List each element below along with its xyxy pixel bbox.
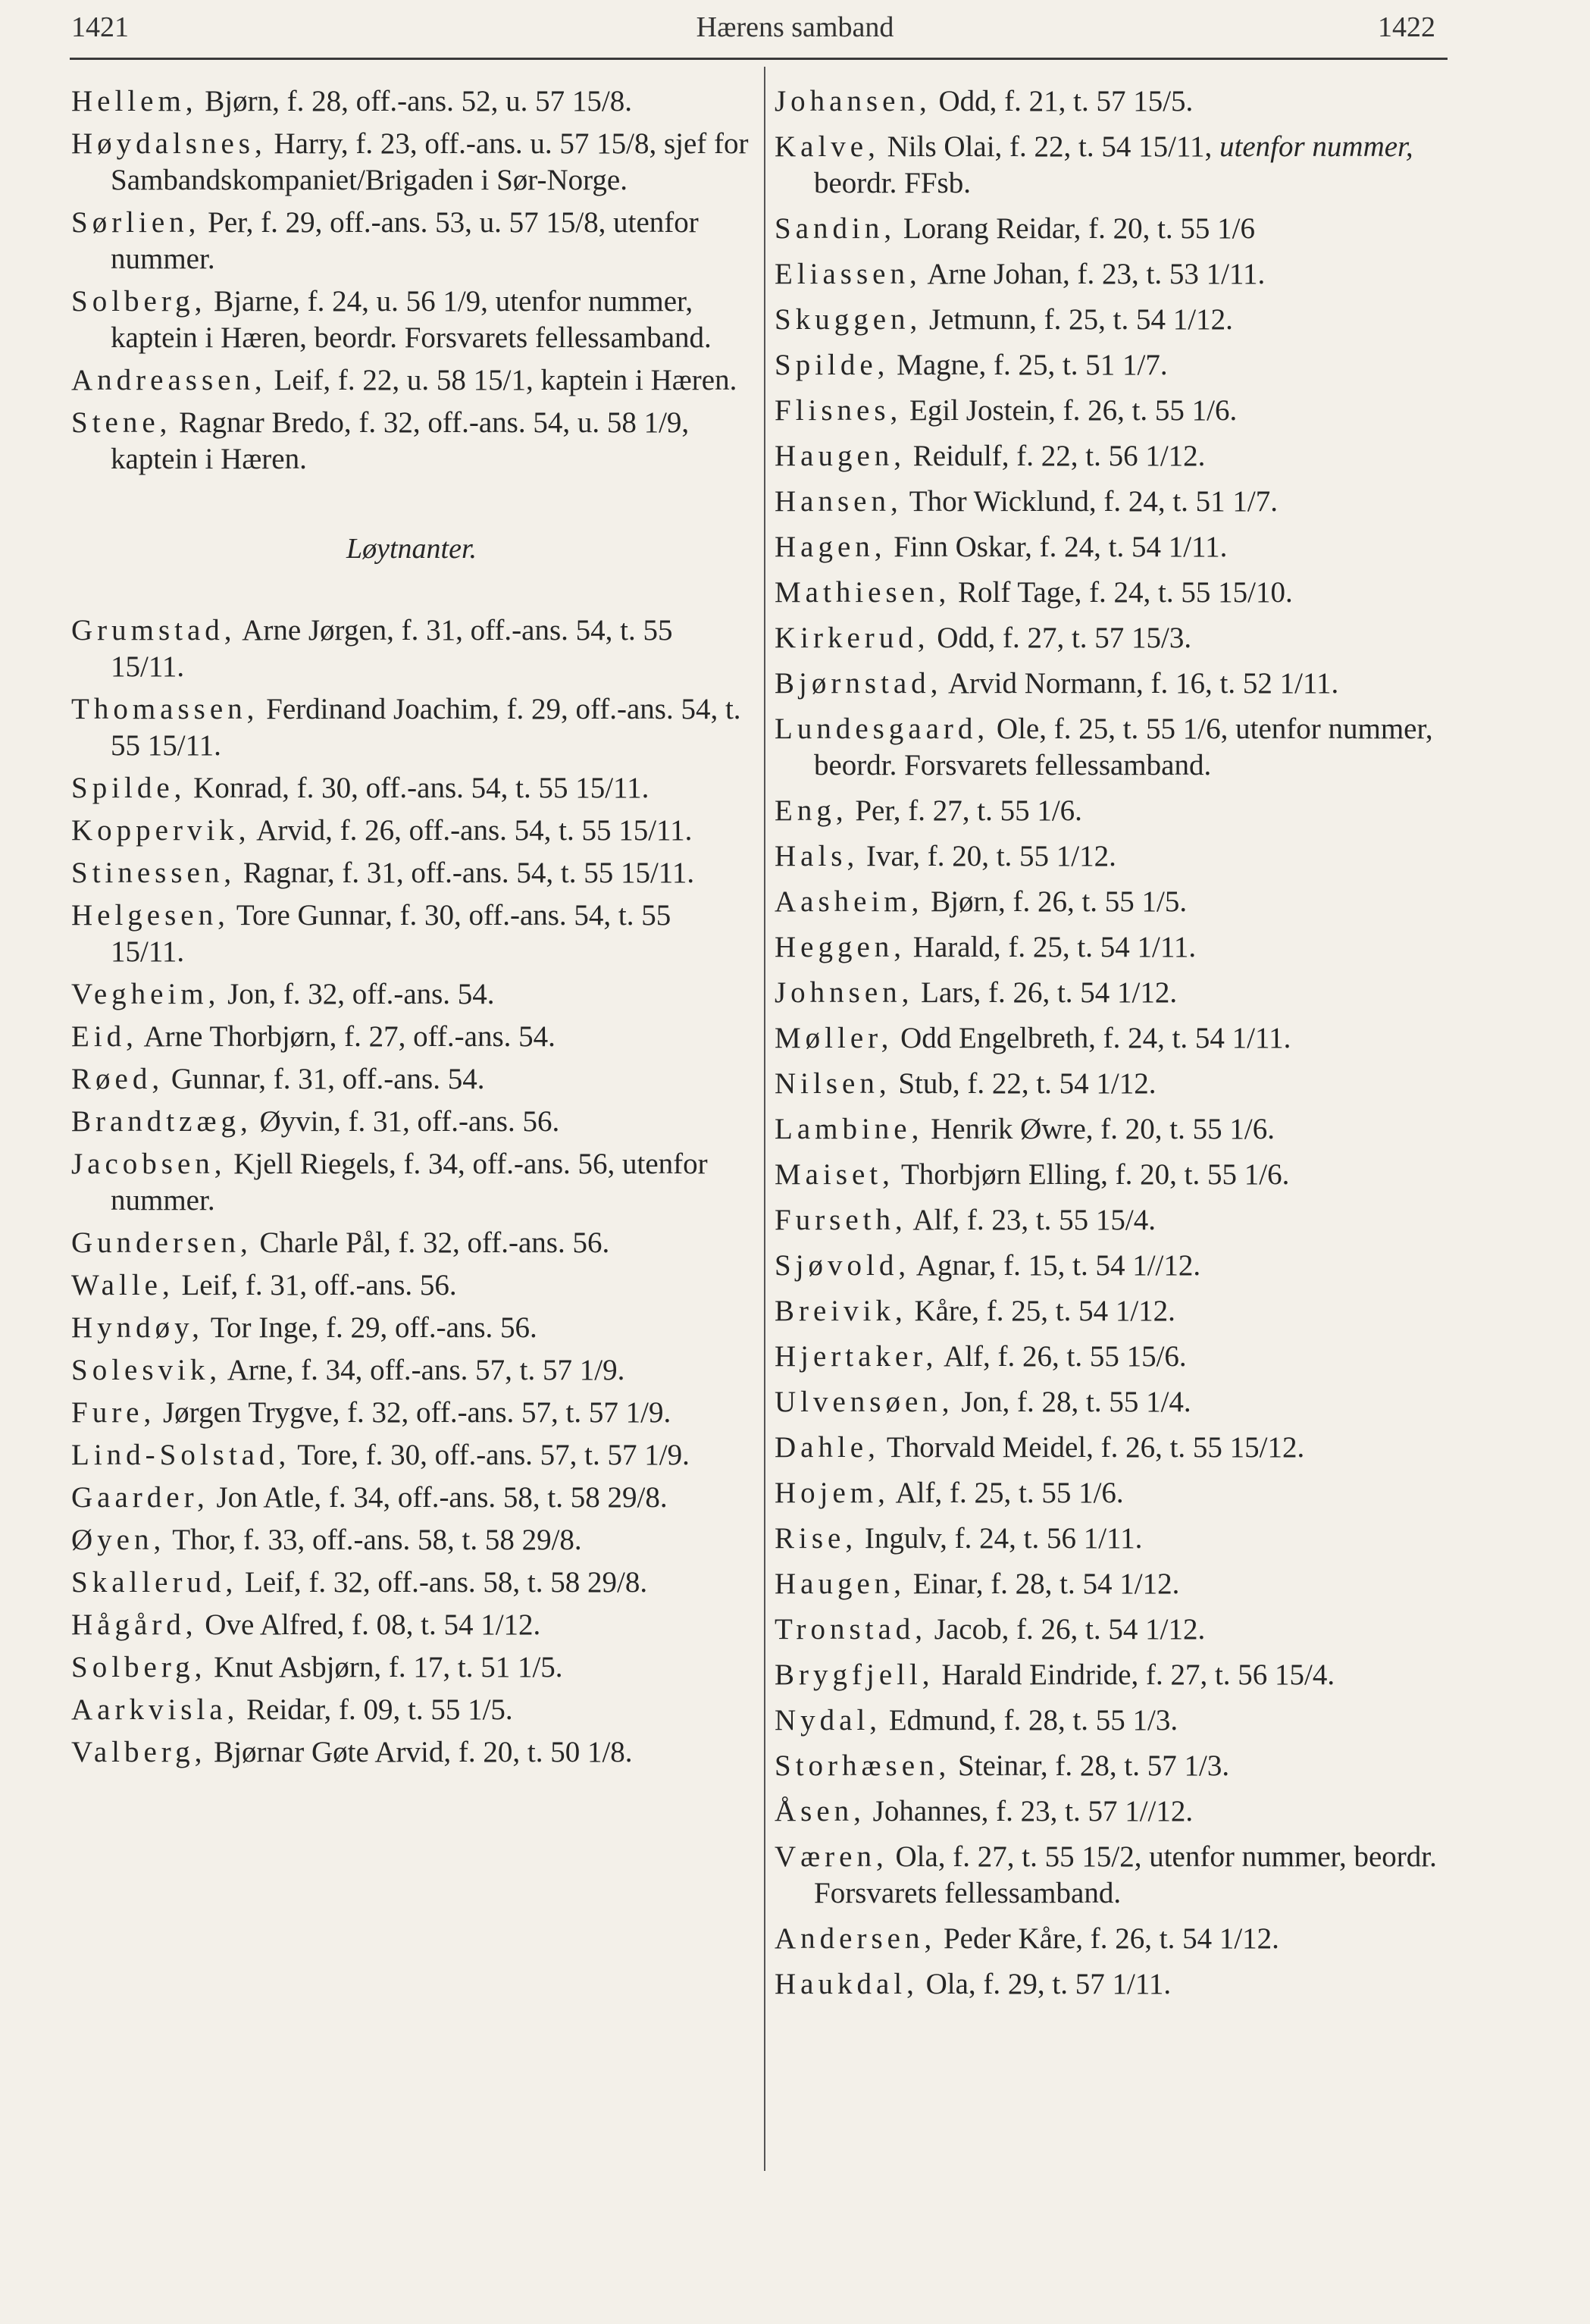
left-column [71, 83, 752, 1777]
entry-surname: Nilsen, [775, 1067, 891, 1100]
entry-details: Magne, f. 25, t. 51 1/7. [889, 349, 1168, 381]
entry-details: Finn Oskar, f. 24, t. 54 1/11. [886, 531, 1228, 563]
list-entry [775, 929, 1457, 966]
list-entry [71, 1267, 752, 1304]
entry-surname: Hellem, [71, 85, 198, 117]
entry-surname: Kalve, [775, 130, 880, 163]
entry-details: Arne Thorbjørn, f. 27, off.-ans. 54. [137, 1020, 556, 1053]
entry-surname: Hyndøy, [71, 1311, 204, 1344]
list-entry [775, 529, 1457, 565]
entry-surname: Andreassen, [71, 364, 267, 396]
list-entry [775, 975, 1457, 1011]
entry-details: Johannes, f. 23, t. 57 1//12. [865, 1795, 1194, 1828]
entry-details: Alf, f. 25, t. 55 1/6. [889, 1477, 1124, 1509]
entry-details: Edmund, f. 28, t. 55 1/3. [881, 1704, 1178, 1737]
entry-details: Kjell Riegels, f. 34, off.-ans. 56, utenfor nummer. [111, 1148, 708, 1217]
list-entry [71, 1146, 752, 1219]
entry-surname: Vegheim, [71, 978, 221, 1010]
entry-details-tail: beordr. FFsb. [814, 167, 971, 199]
entry-surname: Hagen, [775, 531, 887, 563]
entry-details: Kåre, f. 25, t. 54 1/12. [906, 1295, 1175, 1327]
header-rule [70, 58, 1448, 60]
list-entry [71, 770, 752, 807]
entry-details: Ivar, f. 20, t. 55 1/12. [859, 840, 1116, 872]
list-entry [775, 1521, 1457, 1557]
list-entry [71, 1395, 752, 1431]
entry-details: Einar, f. 28, t. 54 1/12. [906, 1568, 1180, 1600]
list-entry [775, 620, 1457, 656]
entry-details: Leif, f. 32, off.-ans. 58, t. 58 29/8. [237, 1566, 648, 1599]
page-number-right: 1422 [1378, 11, 1435, 43]
list-entry [71, 1522, 752, 1558]
entry-surname: Gundersen, [71, 1226, 252, 1259]
list-entry [775, 1157, 1457, 1193]
entry-details: Bjarne, f. 24, u. 56 1/9, utenfor nummer, kaptein i Hæren, beordr. Forsvarets fellessamband. [111, 285, 712, 354]
list-entry [775, 438, 1457, 475]
entry-details: Arvid Normann, f. 16, t. 52 1/11. [942, 667, 1339, 700]
list-entry [775, 1339, 1457, 1375]
entry-details: Harald Eindride, f. 27, t. 56 15/4. [934, 1658, 1335, 1691]
entry-surname: Sandin, [775, 212, 897, 245]
list-entry [71, 205, 752, 277]
entry-surname: Haugen, [775, 440, 906, 472]
list-entry [775, 1475, 1457, 1511]
entry-surname: Hansen, [775, 485, 903, 518]
list-entry [775, 711, 1457, 784]
entry-details: Per, f. 29, off.-ans. 53, u. 57 15/8, utenfor nummer. [111, 206, 699, 275]
entry-details: Leif, f. 31, off.-ans. 56. [174, 1269, 457, 1301]
list-entry [775, 1839, 1457, 1912]
entry-surname: Øyen, [71, 1524, 166, 1556]
list-entry [775, 1566, 1457, 1602]
list-entry [71, 1352, 752, 1389]
list-entry [71, 1061, 752, 1098]
entry-surname: Brygfjell, [775, 1658, 934, 1691]
entry-surname: Haugen, [775, 1568, 906, 1600]
entry-surname: Eliassen, [775, 258, 922, 290]
entry-details: Ingulv, f. 24, t. 56 1/11. [857, 1522, 1143, 1555]
entry-surname: Tronstad, [775, 1613, 928, 1646]
entry-details: Øyvin, f. 31, off.-ans. 56. [252, 1105, 560, 1138]
list-entry [775, 1111, 1457, 1148]
officer-list [71, 83, 752, 478]
entry-surname: Røed, [71, 1063, 164, 1095]
entry-surname: Heggen, [775, 931, 906, 963]
list-entry [71, 1310, 752, 1346]
entry-surname: Eid, [71, 1020, 138, 1053]
entry-surname: Bjørnstad, [775, 667, 943, 700]
entry-surname: Fure, [71, 1396, 156, 1429]
entry-details: Ferdinand Joachim, f. 29, off.-ans. 54, t. 55 15/11. [111, 693, 741, 762]
list-entry [71, 283, 752, 356]
list-entry [775, 256, 1457, 293]
entry-surname: Solesvik, [71, 1354, 222, 1386]
entry-details: Rolf Tage, f. 24, t. 55 15/10. [950, 576, 1293, 609]
list-entry [71, 83, 752, 120]
list-entry [71, 1564, 752, 1601]
entry-details: Jørgen Trygve, f. 32, off.-ans. 57, t. 57 1/9. [155, 1396, 671, 1429]
list-entry [71, 1225, 752, 1261]
list-entry [775, 1611, 1457, 1648]
list-entry [775, 393, 1457, 429]
entry-details: Jon Atle, f. 34, off.-ans. 58, t. 58 29/8. [208, 1481, 668, 1514]
entry-details: Ola, f. 27, t. 55 15/2, utenfor nummer, beordr. Forsvarets fellessamband. [814, 1840, 1437, 1909]
entry-surname: Stinessen, [71, 857, 236, 889]
entry-details: Arvid, f. 26, off.-ans. 54, t. 55 15/11. [250, 814, 693, 847]
entry-details: Ragnar, f. 31, off.-ans. 54, t. 55 15/11. [236, 857, 695, 889]
entry-details: Arne Jørgen, f. 31, off.-ans. 54, t. 55 15/11. [111, 614, 673, 683]
list-entry [775, 884, 1457, 920]
entry-surname: Walle, [71, 1269, 174, 1301]
entry-surname: Kirkerud, [775, 622, 930, 654]
column-divider [764, 67, 765, 2171]
entry-surname: Furseth, [775, 1204, 907, 1236]
entry-details: Henrik Øwre, f. 20, t. 55 1/6. [923, 1113, 1275, 1145]
list-entry [71, 362, 752, 399]
entry-surname: Breivik, [775, 1295, 907, 1327]
entry-surname: Flisnes, [775, 394, 903, 427]
lieutenant-list [71, 612, 752, 1771]
list-entry [71, 897, 752, 970]
entry-details: Odd Engelbreth, f. 24, t. 54 1/11. [893, 1022, 1291, 1054]
entry-surname: Haukdal, [775, 1968, 919, 2000]
list-entry [71, 612, 752, 685]
list-entry [775, 129, 1457, 202]
entry-surname: Lind-Solstad, [71, 1439, 291, 1471]
entry-details: Agnar, f. 15, t. 54 1//12. [910, 1249, 1201, 1282]
entry-details: Thor Wicklund, f. 24, t. 51 1/7. [902, 485, 1279, 518]
list-entry [71, 691, 752, 764]
entry-surname: Storhæsen, [775, 1749, 951, 1782]
entry-surname: Spilde, [775, 349, 890, 381]
entry-surname: Aasheim, [775, 885, 924, 918]
entry-surname: Hojem, [775, 1477, 890, 1509]
list-entry [775, 1921, 1457, 1957]
entry-surname: Brandtzæg, [71, 1105, 252, 1138]
section-title: Løytnanter. [346, 533, 477, 565]
list-entry [71, 1734, 752, 1771]
entry-details: Gunnar, f. 31, off.-ans. 54. [164, 1063, 485, 1095]
list-entry [775, 211, 1457, 247]
entry-details: Tore, f. 30, off.-ans. 57, t. 57 1/9. [290, 1439, 690, 1471]
list-entry [71, 1437, 752, 1474]
list-entry [775, 1748, 1457, 1784]
entry-details: Arne, f. 34, off.-ans. 57, t. 57 1/9. [221, 1354, 625, 1386]
entry-surname: Sjøvold, [775, 1249, 911, 1282]
list-entry [775, 1202, 1457, 1239]
list-entry [775, 793, 1457, 829]
entry-details: Egil Jostein, f. 26, t. 55 1/6. [902, 394, 1238, 427]
entry-surname: Høydalsnes, [71, 127, 267, 160]
entry-details: Reidulf, f. 22, t. 56 1/12. [906, 440, 1206, 472]
entry-details: Knut Asbjørn, f. 17, t. 51 1/5. [206, 1651, 563, 1683]
list-entry [775, 302, 1457, 338]
entry-details: Jacob, f. 26, t. 54 1/12. [927, 1613, 1206, 1646]
list-entry [775, 1020, 1457, 1057]
entry-surname: Spilde, [71, 772, 186, 804]
entry-surname: Maiset, [775, 1158, 894, 1191]
entry-details: Tore Gunnar, f. 30, off.-ans. 54, t. 55 15/11. [111, 899, 671, 968]
entry-details: Lorang Reidar, f. 20, t. 55 1/6 [896, 212, 1256, 245]
entry-surname: Mathiesen, [775, 576, 951, 609]
entry-surname: Grumstad, [71, 614, 236, 647]
list-entry [775, 1293, 1457, 1330]
list-entry [775, 838, 1457, 875]
entry-details: Lars, f. 26, t. 54 1/12. [913, 976, 1178, 1009]
list-entry [775, 1430, 1457, 1466]
entry-details: Charle Pål, f. 32, off.-ans. 56. [252, 1226, 610, 1259]
entry-details: Konrad, f. 30, off.-ans. 54, t. 55 15/11. [186, 772, 649, 804]
entry-surname: Dahle, [775, 1431, 880, 1464]
entry-surname: Væren, [775, 1840, 888, 1873]
list-entry [71, 1104, 752, 1140]
list-entry [71, 1649, 752, 1686]
entry-details: Ole, f. 25, t. 55 1/6, utenfor nummer, beordr. Forsvarets fellessamband. [814, 713, 1433, 781]
list-entry [775, 1066, 1457, 1102]
entry-surname: Helgesen, [71, 899, 230, 932]
entry-details: Harry, f. 23, off.-ans. u. 57 15/8, sjef for Sambandskompaniet/Brigaden i Sør-Norge. [111, 127, 749, 196]
entry-details: Jetmunn, f. 25, t. 54 1/12. [922, 303, 1233, 336]
entry-surname: Hjertaker, [775, 1340, 938, 1373]
entry-details: Per, f. 27, t. 55 1/6. [847, 794, 1082, 827]
list-entry [775, 1702, 1457, 1739]
entry-surname: Koppervik, [71, 814, 251, 847]
entry-details: Ove Alfred, f. 08, t. 54 1/12. [197, 1608, 541, 1641]
entry-surname: Rise, [775, 1522, 858, 1555]
entry-surname: Thomassen, [71, 693, 259, 725]
entry-details: Jon, f. 28, t. 55 1/4. [953, 1386, 1191, 1418]
entry-surname: Lambine, [775, 1113, 924, 1145]
entry-surname: Andersen, [775, 1922, 937, 1955]
entry-surname: Skallerud, [71, 1566, 238, 1599]
entry-surname: Ulvensøen, [775, 1386, 954, 1418]
entry-details: Odd, f. 27, t. 57 15/3. [929, 622, 1192, 654]
list-entry [71, 976, 752, 1013]
list-entry [71, 405, 752, 478]
entry-details: Harald, f. 25, t. 54 1/11. [906, 931, 1197, 963]
entry-surname: Jacobsen, [71, 1148, 227, 1180]
page-number-left: 1421 [71, 11, 129, 43]
entry-surname: Johansen, [775, 85, 931, 117]
entry-details: Tor Inge, f. 29, off.-ans. 56. [203, 1311, 537, 1344]
entry-details: Nils Olai, f. 22, t. 54 15/11, [879, 130, 1219, 163]
entry-surname: Solberg, [71, 1651, 207, 1683]
entry-surname: Lundesgaard, [775, 713, 990, 745]
entry-details: Stub, f. 22, t. 54 1/12. [890, 1067, 1157, 1100]
entry-details: Odd, f. 21, t. 57 15/5. [931, 85, 1194, 117]
entry-details: Alf, f. 23, t. 55 15/4. [906, 1204, 1156, 1236]
entry-surname: Hals, [775, 840, 859, 872]
entry-details: Thorvald Meidel, f. 26, t. 55 15/12. [879, 1431, 1305, 1464]
entry-details: Alf, f. 26, t. 55 15/6. [937, 1340, 1187, 1373]
entry-details: Thor, f. 33, off.-ans. 58, t. 58 29/8. [165, 1524, 582, 1556]
list-entry [775, 484, 1457, 520]
entry-details: Bjørn, f. 28, off.-ans. 52, u. 57 15/8. [197, 85, 632, 117]
entry-surname: Stene, [71, 406, 172, 439]
entry-italic-note: utenfor nummer, [1219, 130, 1413, 163]
list-entry [775, 1384, 1457, 1420]
list-entry [71, 1019, 752, 1055]
entry-surname: Eng, [775, 794, 848, 827]
list-entry [71, 1480, 752, 1516]
entry-surname: Johnsen, [775, 976, 914, 1009]
list-entry [775, 347, 1457, 384]
entry-surname: Møller, [775, 1022, 894, 1054]
list-entry [775, 575, 1457, 611]
list-entry [775, 1657, 1457, 1693]
list-entry [71, 813, 752, 849]
entry-surname: Sørlien, [71, 206, 201, 239]
entry-details: Peder Kåre, f. 26, t. 54 1/12. [936, 1922, 1279, 1955]
lieutenant-list-continued [775, 83, 1457, 2003]
entry-surname: Åsen, [775, 1795, 865, 1828]
entry-details: Thorbjørn Elling, f. 20, t. 55 1/6. [894, 1158, 1290, 1191]
entry-details: Arne Johan, f. 23, t. 53 1/11. [921, 258, 1266, 290]
entry-details: Jon, f. 32, off.-ans. 54. [220, 978, 495, 1010]
list-entry [71, 126, 752, 199]
list-entry [71, 1607, 752, 1643]
entry-surname: Hågård, [71, 1608, 198, 1641]
list-entry [71, 1692, 752, 1728]
list-entry [775, 1793, 1457, 1830]
entry-surname: Nydal, [775, 1704, 882, 1737]
list-entry [775, 1966, 1457, 2003]
entry-surname: Aarkvisla, [71, 1693, 239, 1726]
entry-surname: Solberg, [71, 285, 207, 318]
entry-surname: Valberg, [71, 1736, 207, 1768]
entry-details: Steinar, f. 28, t. 57 1/3. [950, 1749, 1230, 1782]
entry-details: Reidar, f. 09, t. 55 1/5. [239, 1693, 513, 1726]
entry-surname: Gaarder, [71, 1481, 209, 1514]
entry-details: Ola, f. 29, t. 57 1/11. [918, 1968, 1172, 2000]
list-entry [775, 1248, 1457, 1284]
list-entry [71, 855, 752, 891]
right-column [775, 83, 1457, 2012]
entry-details: Bjørnar Gøte Arvid, f. 20, t. 50 1/8. [206, 1736, 633, 1768]
entry-details: Bjørn, f. 26, t. 55 1/5. [923, 885, 1188, 918]
running-title: Hærens samband [696, 11, 894, 43]
entry-details: Leif, f. 22, u. 58 15/1, kaptein i Hæren. [266, 364, 737, 396]
entry-surname: Skuggen, [775, 303, 922, 336]
entry-details: Ragnar Bredo, f. 32, off.-ans. 54, u. 58 1/9, kaptein i Hæren. [111, 406, 690, 475]
list-entry [775, 666, 1457, 702]
list-entry [775, 83, 1457, 120]
